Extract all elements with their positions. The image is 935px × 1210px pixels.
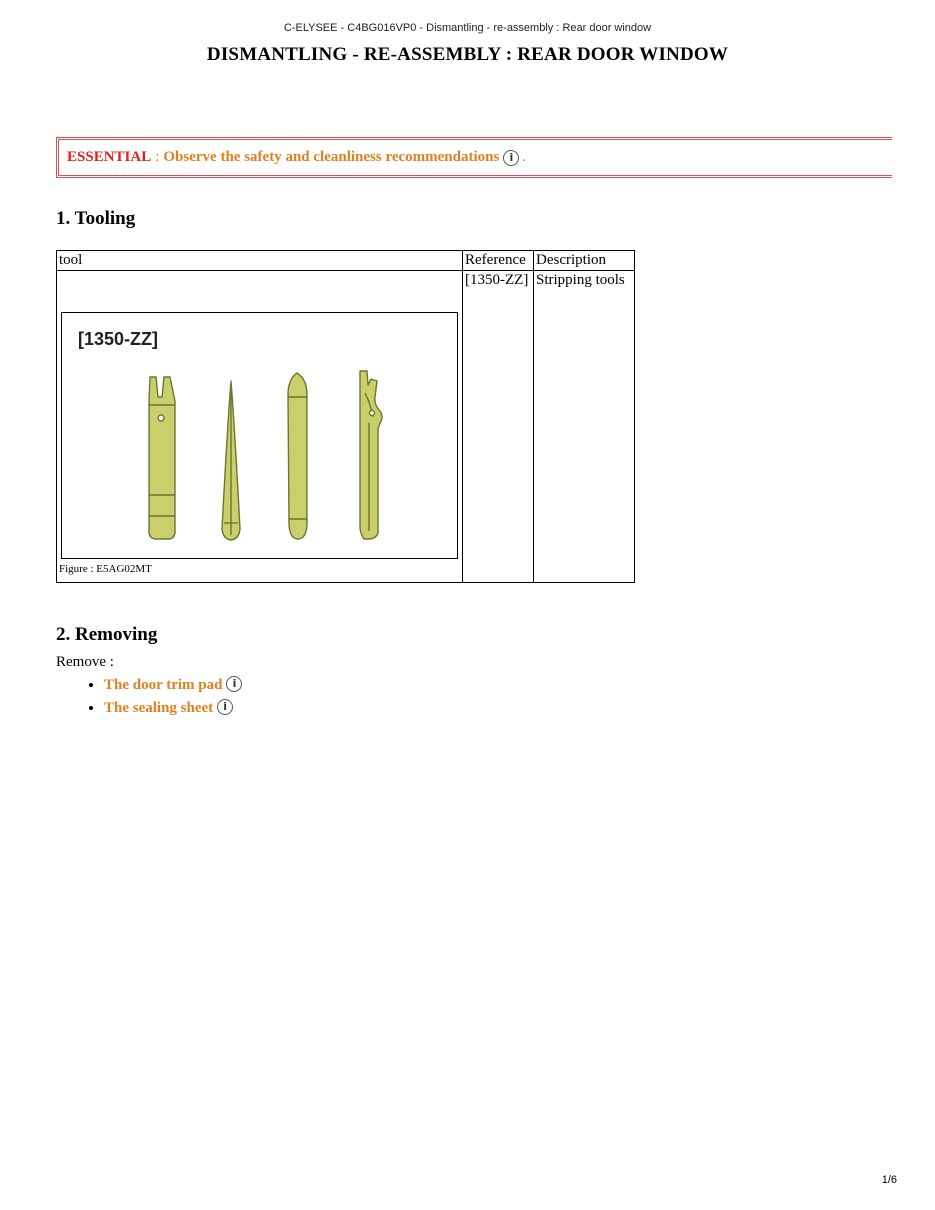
tool-figure [61, 312, 458, 559]
forked-tool-shape [149, 377, 175, 539]
table-row [57, 271, 635, 583]
list-item [104, 674, 242, 697]
hook-tool-shape [360, 371, 382, 539]
sealing-sheet-link[interactable]: The sealing sheet [104, 700, 214, 716]
removing-heading: 2. Removing [56, 624, 158, 645]
figure-caption: Figure : E5AG02MT [59, 563, 152, 575]
column-header-reference: Reference [463, 251, 534, 271]
tool-cell [57, 271, 463, 583]
list-item [104, 697, 242, 720]
safety-recommendations-link[interactable]: Observe the safety and cleanliness recommendations [163, 149, 500, 165]
tooling-table [56, 250, 635, 583]
rounded-tool-shape [288, 373, 307, 539]
door-trim-pad-link[interactable]: The door trim pad [104, 677, 223, 693]
info-icon[interactable]: i [503, 150, 519, 166]
info-icon[interactable]: i [226, 676, 242, 692]
info-icon[interactable]: i [217, 699, 233, 715]
figure-label: [1350-ZZ] [78, 329, 159, 349]
column-header-description: Description [534, 251, 635, 271]
essential-separator: : [155, 149, 160, 165]
description-cell: Stripping tools [534, 271, 635, 583]
remove-list [86, 674, 242, 720]
essential-label: ESSENTIAL [67, 149, 152, 165]
page-title: DISMANTLING - RE-ASSEMBLY : REAR DOOR WINDOW [206, 44, 729, 65]
essential-trailing: . [522, 149, 527, 165]
tooling-heading: 1. Tooling [56, 208, 136, 229]
running-header: C-ELYSEE - C4BG016VP0 - Dismantling - re-assembly : Rear door window [283, 22, 652, 34]
table-header-row [57, 251, 635, 271]
reference-cell: [1350-ZZ] [463, 271, 534, 583]
essential-notice [56, 137, 892, 178]
stripping-tools-illustration [62, 313, 457, 558]
remove-intro: Remove : [56, 654, 114, 670]
column-header-tool: tool [57, 251, 463, 271]
page-number: 1/6 [881, 1174, 897, 1186]
